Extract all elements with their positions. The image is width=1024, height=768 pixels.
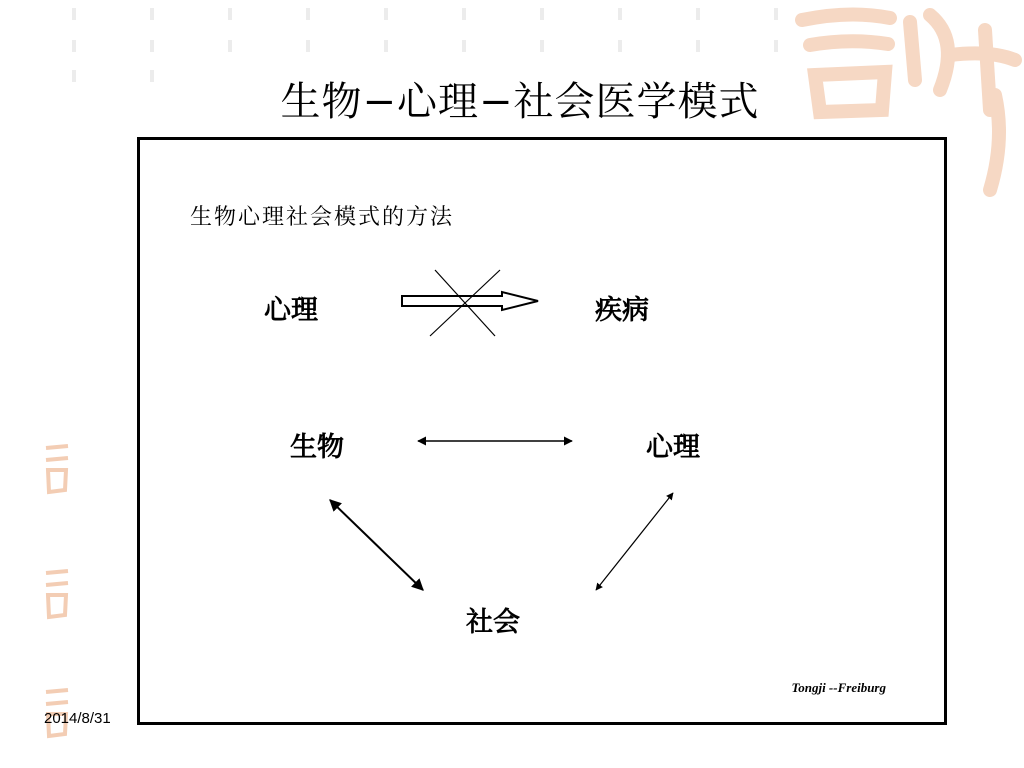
seal-decoration [40, 440, 74, 500]
arrow-biology-society [330, 500, 423, 590]
seal-decoration [40, 565, 74, 625]
diagram-frame [137, 137, 947, 725]
node-biology: 生物 [290, 432, 344, 463]
arrow-psychology-society [596, 493, 673, 590]
label-psychology-top: 心理 [264, 295, 318, 326]
node-society: 社会 [466, 607, 520, 638]
slide-title: 生物−心理−社会医学模式 [280, 79, 760, 125]
slide-date: 2014/8/31 [44, 710, 111, 727]
node-psychology: 心理 [646, 432, 700, 463]
figure-credit: Tongji --Freiburg [791, 680, 886, 695]
figure-subtitle: 生物心理社会模式的方法 [190, 205, 455, 230]
diagram-arrows [140, 140, 944, 722]
label-disease: 疾病 [595, 295, 649, 326]
hollow-arrow [402, 292, 538, 310]
